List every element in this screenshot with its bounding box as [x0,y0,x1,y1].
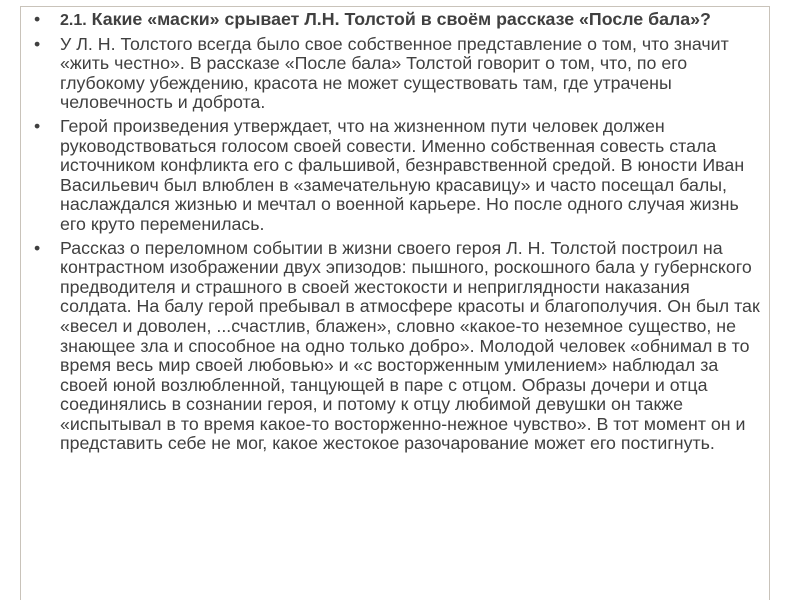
slide-content [30,10,766,458]
paragraph-item [30,239,766,455]
paragraph-item [30,35,766,113]
paragraph-item [30,117,766,235]
question-text: Какие «маски» срывает Л.Н. Толстой в своём рассказе «После бала»? [86,9,711,29]
bullet-marker: • [34,33,41,54]
question-item [30,10,766,31]
paragraph-text: У Л. Н. Толстого всегда было свое собственное представление о том, что значит «жить честно». В рассказе «После бала» Толстой говорит о том, что, по его глубокому убеждению, красота не может существовать там, где утрачены человечность и доброта. [60,33,729,113]
bullet-marker: • [34,9,41,29]
paragraph-text: Рассказ о переломном событии в жизни своего героя Л. Н. Толстой построил на контрастном изображении двух эпизодов: пышного, роскошного бала у губернского предводителя и страшного в своей жестокости и неприглядности наказания солдата. На балу герой пребывал в атмосфере красоты и благополучия. Он был так «весел и доволен, ...счастлив, блажен», словно «какое-то неземное существо, не знающее зла и способное на одно только добро». Молодой человек «обнимал в то время весь мир своей любовью» и «с восторженным умилением» наблюдал за своей юной возлюбленной, танцующей в паре с отцом. Образы дочери и отца соединялись в сознании героя, и потому к отцу любимой девушки он также «испытывал в то время какое-то восторженно-нежное чувство». В тот момент он и представить себе не мог, какое жестокое разочарование может его постигнуть. [60,237,760,454]
bullet-marker: • [34,115,41,136]
question-number: 2.1. [60,12,87,29]
bullet-list [30,10,766,454]
paragraph-text: Герой произведения утверждает, что на жизненном пути человек должен руководствоваться голосом своей совести. Именно собственная совесть стала источником конфликта его с фальшивой, безнравственной средой. В юности Иван Васильевич был влюблен в «замечательную красавицу» и часто посещал балы, наслаждался жизнью и мечтал о военной карьере. Но после одного случая жизнь его круто переменилась. [60,115,745,234]
bullet-marker: • [34,237,41,258]
